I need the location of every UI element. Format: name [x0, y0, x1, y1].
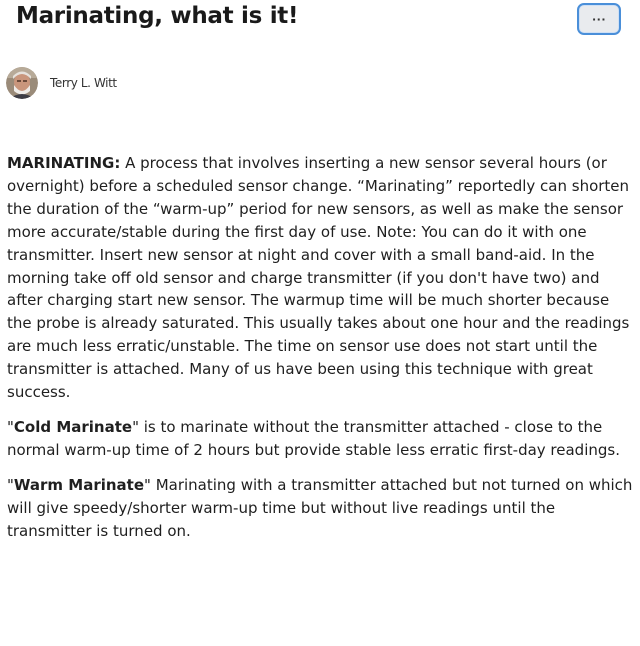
paragraph-text: A process that involves inserting a new sensor several hours (or overnight) before a scheduled sensor change. “Marinating” reportedly can shorten the duration of the “warm-up” period for new sensors, as well as make the sensor more accurate/stable during the first day of use. Note: You can do it with one transmitter. Insert new sensor at night and cover with a small band-aid. In the morning take off old sensor and charge transmitter (if you don't have two) and after charging start new sensor. The warmup time will be much shorter because the probe is already saturated. This usually takes about one hour and the readings are much less erratic/unstable. The time on sensor use does not start until the transmitter is attached. Many of us have been using this technique with great success. — [7, 154, 630, 402]
paragraph-warm-marinate — [7, 474, 633, 543]
term-cold-marinate: Cold Marinate — [13, 417, 133, 436]
more-options-button[interactable] — [577, 3, 621, 35]
paragraph-text: " Marinating with a transmitter attached but not turned on which will give speedy/shorter warm-up time but without live readings until the transmitter is turned on. — [7, 475, 633, 540]
paragraph-cold-marinate — [7, 416, 633, 462]
avatar[interactable] — [6, 67, 38, 99]
paragraph-text: " is to marinate without the transmitter attached - close to the normal warm-up time of 2 hours but provide stable less erratic first-day readings. — [7, 417, 620, 459]
open-quote: " — [7, 417, 14, 436]
post-body — [7, 152, 633, 543]
avatar-image — [6, 67, 38, 99]
post-title: Marinating, what is it! — [16, 3, 299, 29]
open-quote: " — [7, 475, 14, 494]
author-row — [6, 66, 117, 100]
more-horizontal-icon: ··· — [591, 12, 607, 26]
author-name[interactable]: Terry L. Witt — [50, 76, 117, 90]
term-marinating: MARINATING: — [7, 154, 121, 172]
term-warm-marinate: Warm Marinate — [13, 475, 145, 494]
post-header — [0, 0, 640, 52]
paragraph-marinating — [7, 152, 633, 404]
